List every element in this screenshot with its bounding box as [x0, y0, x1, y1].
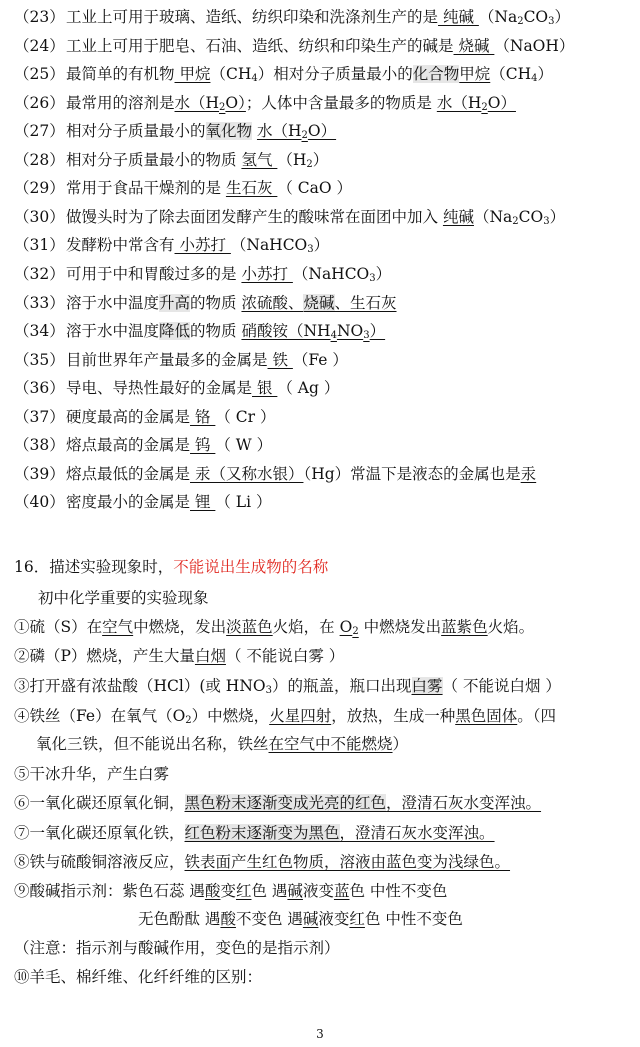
section-subheading: 初中化学重要的实验现象	[38, 589, 209, 607]
numbered-item	[14, 234, 640, 261]
answer-text: 红	[235, 882, 252, 900]
answer-text: 蓝紫色	[441, 618, 488, 636]
item-number: （23）	[14, 8, 65, 26]
line-text: （ CaO ）	[277, 179, 353, 198]
line-text: ⑥一氧化碳还原氧化铜，	[14, 794, 185, 812]
line-text: 溶于水中温度	[66, 293, 160, 312]
line-text: 溶于水中温度	[66, 322, 160, 341]
answer-text: 2	[481, 101, 488, 113]
section-heading-red: 不能说出生成物的名称	[173, 558, 329, 576]
line-text: ）中燃烧，	[191, 707, 270, 725]
line-text: 做馒头时为了除去面团发酵产生的酸味常在面团中加入	[66, 207, 443, 226]
answer-text: 红	[349, 910, 365, 928]
item-number: （38）	[14, 436, 65, 455]
line-text: 。（四	[517, 707, 556, 725]
answer-text: 钨	[190, 436, 216, 455]
line-text: 2	[306, 158, 313, 170]
numbered-item	[14, 177, 640, 199]
line-text: ）	[537, 65, 554, 84]
phenomenon-line	[14, 966, 640, 988]
item-number: （27）	[14, 122, 65, 141]
line-text: （ Ag ）	[277, 379, 340, 398]
numbered-item	[14, 149, 640, 176]
line-text: 相对分子质量最小的	[66, 122, 206, 141]
answer-text: 汞（又称水银）	[190, 464, 304, 483]
item-number: （32）	[14, 264, 65, 283]
answer-text: 小苏打	[241, 264, 293, 283]
section-heading-prefix: 16．描述实验现象时，	[14, 558, 174, 576]
answer-text: 2	[301, 130, 308, 142]
line-text: 4	[251, 73, 258, 85]
line-text: （注意：指示剂与酸碱作用，变色的是指示剂）	[14, 939, 340, 957]
line-text: 最简单的有机物	[66, 65, 175, 84]
line-text: 变	[220, 882, 236, 900]
item-number: （33）	[14, 293, 65, 312]
answer-text: 火星四射	[269, 707, 332, 725]
answer-text: NO	[336, 322, 364, 341]
line-text: 无色酚酞 遇	[138, 910, 221, 928]
numbered-item	[14, 377, 640, 399]
answer-text: ，澄清石灰水变浑浊。	[339, 824, 495, 842]
line-text: 液变	[302, 882, 334, 900]
line-text: （Na	[473, 207, 513, 226]
line-text: 3	[307, 244, 314, 256]
line-text: 色 中性不变色	[364, 910, 463, 928]
line-text: 熔点最高的金属是	[66, 436, 191, 455]
phenomenon-line	[14, 763, 640, 785]
answer-text: 汞	[520, 464, 537, 483]
item-number: （34）	[14, 322, 65, 341]
line-text: ）	[549, 207, 566, 226]
answer-text: O）	[307, 122, 337, 141]
line-text: （CH	[490, 65, 532, 84]
line-text: ）	[312, 150, 329, 169]
line-text: 氧化三铁，但不能说出名称，铁丝	[36, 735, 269, 753]
answer-text: 生石灰	[225, 179, 278, 198]
line-text: 熔点最低的金属是	[66, 464, 191, 483]
answer-text: 4	[330, 330, 337, 342]
answer-text: 酸	[204, 882, 221, 900]
answer-text: ，澄清石灰水变浑浊。	[386, 794, 542, 812]
line-text: 色 中性不变色	[349, 882, 448, 900]
answer-text: 淡蓝色	[226, 618, 273, 636]
line-text: 可用于中和胃酸过多的是	[66, 264, 242, 283]
answer-text: O）	[487, 93, 516, 112]
numbered-item	[14, 491, 640, 513]
line-text: （H	[277, 150, 307, 169]
answer-text: O	[339, 618, 353, 636]
line-text: ）	[554, 8, 571, 26]
answer-text: 纯碱	[438, 8, 479, 26]
item-number: （24）	[14, 36, 65, 55]
line-text: （Na	[478, 8, 518, 26]
line-text: ②磷（P）燃烧，产生大量	[14, 647, 195, 665]
answer-text: 黑色固体	[455, 707, 518, 725]
line-text: 不变色 遇	[235, 910, 303, 928]
line-text: 火焰，在	[272, 618, 340, 636]
line-text: （CH	[210, 65, 252, 84]
line-text: ⑦一氧化碳还原氧化铁，	[14, 824, 185, 842]
line-text: ①硫（S）在	[14, 618, 103, 636]
line-text: （ Cr ）	[215, 407, 276, 426]
line-text: （NaHCO	[292, 264, 370, 283]
numbered-item	[14, 292, 640, 314]
line-text: （ W ）	[215, 436, 273, 455]
line-text: ⑤干冰升华，产生白雾	[14, 765, 170, 783]
answer-text: 硝酸铵（NH	[241, 322, 331, 341]
item-number: （26）	[14, 93, 65, 112]
line-text: 导电、导热性最好的金属是	[66, 379, 253, 398]
phenomenon-line	[14, 675, 640, 702]
line-text: 2	[185, 715, 192, 726]
item-number: （29）	[14, 179, 65, 198]
numbered-item	[14, 6, 640, 33]
answer-text: 烧碱	[303, 293, 335, 312]
numbered-item	[14, 320, 640, 347]
line-text: ，放热，生成一种	[331, 707, 456, 725]
phenomenon-line	[14, 851, 640, 873]
line-text: （Fe ）	[292, 350, 348, 369]
line-text: 密度最小的金属是	[66, 493, 191, 512]
answer-text: 2	[352, 626, 359, 637]
answer-text: O）	[225, 93, 246, 112]
line-text: ）	[313, 236, 330, 255]
line-text: ④铁丝（Fe）在氧气（O	[14, 707, 186, 725]
numbered-item	[14, 434, 640, 456]
line-text: ⑧铁与硫酸铜溶液反应，	[14, 853, 185, 871]
phenomenon-line	[14, 937, 640, 959]
line-text: ⑨酸碱指示剂：紫色石蕊 遇	[14, 882, 205, 900]
line-text: ⑩羊毛、棉纤维、化纤纤维的区别：	[14, 968, 263, 986]
answer-text: 甲烷	[459, 65, 491, 84]
answer-text: 黑色粉末逐渐变成光亮的红色	[184, 794, 387, 812]
answer-text: 酸	[220, 910, 236, 928]
line-text: 4	[531, 73, 538, 85]
answer-text: 烧碱	[453, 36, 495, 55]
line-text: 中燃烧发出	[358, 618, 442, 636]
answer-text: 白雾	[411, 677, 443, 695]
line-text: ）	[375, 264, 392, 283]
line-text: 3	[543, 215, 550, 227]
numbered-item	[14, 206, 640, 233]
line-text: 化合物	[412, 65, 460, 84]
answer-text: 浓硫酸、	[241, 293, 304, 312]
line-text: ）	[392, 735, 409, 753]
numbered-item	[14, 35, 640, 57]
line-text: （NaHCO	[230, 236, 308, 255]
line-text: 2	[517, 16, 524, 27]
line-text: 3	[265, 685, 272, 696]
line-text: 色 遇	[251, 882, 288, 900]
answer-text: 水（H	[174, 93, 220, 112]
numbered-item	[14, 63, 640, 90]
item-number: （37）	[14, 407, 65, 426]
line-text: 3	[548, 16, 555, 27]
answer-text: 铁	[267, 350, 293, 369]
answer-text: 3	[363, 330, 370, 342]
answer-text: 2	[219, 101, 226, 113]
answer-text: 锂	[190, 493, 216, 512]
answer-text: 白烟	[194, 647, 226, 665]
numbered-item	[14, 406, 640, 428]
phenomenon-line	[14, 880, 640, 902]
line-text: 硬度最高的金属是	[66, 407, 191, 426]
line-text: CO	[518, 207, 544, 226]
numbered-item	[14, 92, 640, 119]
page-number: 3	[316, 1027, 324, 1041]
phenomenon-line	[138, 908, 640, 930]
line-text: 降低	[159, 322, 191, 341]
numbered-item	[14, 263, 640, 290]
answer-text: 铬	[190, 407, 216, 426]
item-number: （25）	[14, 65, 65, 84]
answer-text: 红色粉末逐渐变为黑色	[184, 824, 340, 842]
line-text: 2	[512, 215, 519, 227]
answer-text: 纯碱	[442, 207, 474, 226]
answer-text: 碱	[302, 910, 319, 928]
line-text: 氧化物	[205, 122, 253, 141]
answer-text: 、生石灰	[334, 293, 397, 312]
line-text: （NaOH）	[494, 36, 575, 55]
line-text: ）的瓶盖，瓶口出现	[271, 677, 412, 695]
line-text: 工业上可用于肥皂、石油、造纸、纺织和印染生产的碱是	[66, 36, 454, 55]
line-text: （ 不能说白雾 ）	[225, 647, 345, 665]
line-text: 中燃烧，发出	[133, 618, 227, 636]
answer-text: 银	[252, 379, 278, 398]
answer-text: 小苏打	[174, 236, 231, 255]
item-number: （31）	[14, 236, 65, 255]
answer-text: 水（H	[436, 93, 482, 112]
answer-text: 在空气中不能燃烧	[268, 735, 393, 753]
answer-text: 甲烷	[174, 65, 211, 84]
section-heading	[14, 556, 640, 578]
line-text: 液变	[318, 910, 350, 928]
phenomenon-line	[36, 733, 640, 755]
line-text: ③打开盛有浓盐酸（HCl）(或 HNO	[14, 677, 266, 695]
line-text: 目前世界年产量最多的金属是	[66, 350, 268, 369]
line-text: 发酵粉中常含有	[66, 236, 175, 255]
line-text: 火焰。	[487, 618, 535, 636]
answer-text: 水（H	[256, 122, 302, 141]
item-number: （30）	[14, 207, 65, 226]
answer-text: 空气	[102, 618, 134, 636]
line-text: 工业上可用于玻璃、造纸、纺织印染和洗涤剂生产的是	[66, 8, 439, 26]
answer-text: 氢气	[241, 150, 278, 169]
line-text: CO	[523, 8, 549, 26]
line-text: （ Li ）	[215, 493, 272, 512]
line-text: ）相对分子质量最小的	[257, 65, 413, 84]
phenomenon-line	[14, 616, 640, 643]
item-number: （35）	[14, 350, 65, 369]
answer-text: 碱	[287, 882, 303, 900]
answer-text: 铁表面产生红色物质，溶液由蓝色变为浅绿色。	[184, 853, 511, 871]
numbered-item	[14, 463, 640, 485]
item-number: （40）	[14, 493, 65, 512]
item-number: （39）	[14, 464, 65, 483]
phenomenon-line	[14, 705, 640, 732]
line-text: 相对分子质量最小的物质	[66, 150, 242, 169]
phenomenon-line	[14, 645, 640, 667]
line-text: （ 不能说白烟 ）	[442, 677, 561, 695]
answer-text: ）	[369, 322, 386, 341]
item-number: （28）	[14, 150, 65, 169]
line-text: 常用于食品干燥剂的是	[66, 179, 226, 198]
line-text: （Hg）常温下是液态的金属也是	[303, 464, 521, 483]
answer-text: 蓝	[333, 882, 350, 900]
line-text: ；人体中含量最多的物质是	[245, 93, 437, 112]
numbered-item	[14, 349, 640, 371]
phenomenon-line	[14, 792, 640, 814]
line-text: 3	[369, 272, 376, 284]
line-text: 最常用的溶剂是	[66, 93, 175, 112]
numbered-item	[14, 120, 640, 147]
line-text: 升高	[159, 293, 191, 312]
line-text: 的物质	[190, 322, 242, 341]
phenomenon-line	[14, 822, 640, 844]
line-text: 的物质	[190, 293, 242, 312]
item-number: （36）	[14, 379, 65, 398]
